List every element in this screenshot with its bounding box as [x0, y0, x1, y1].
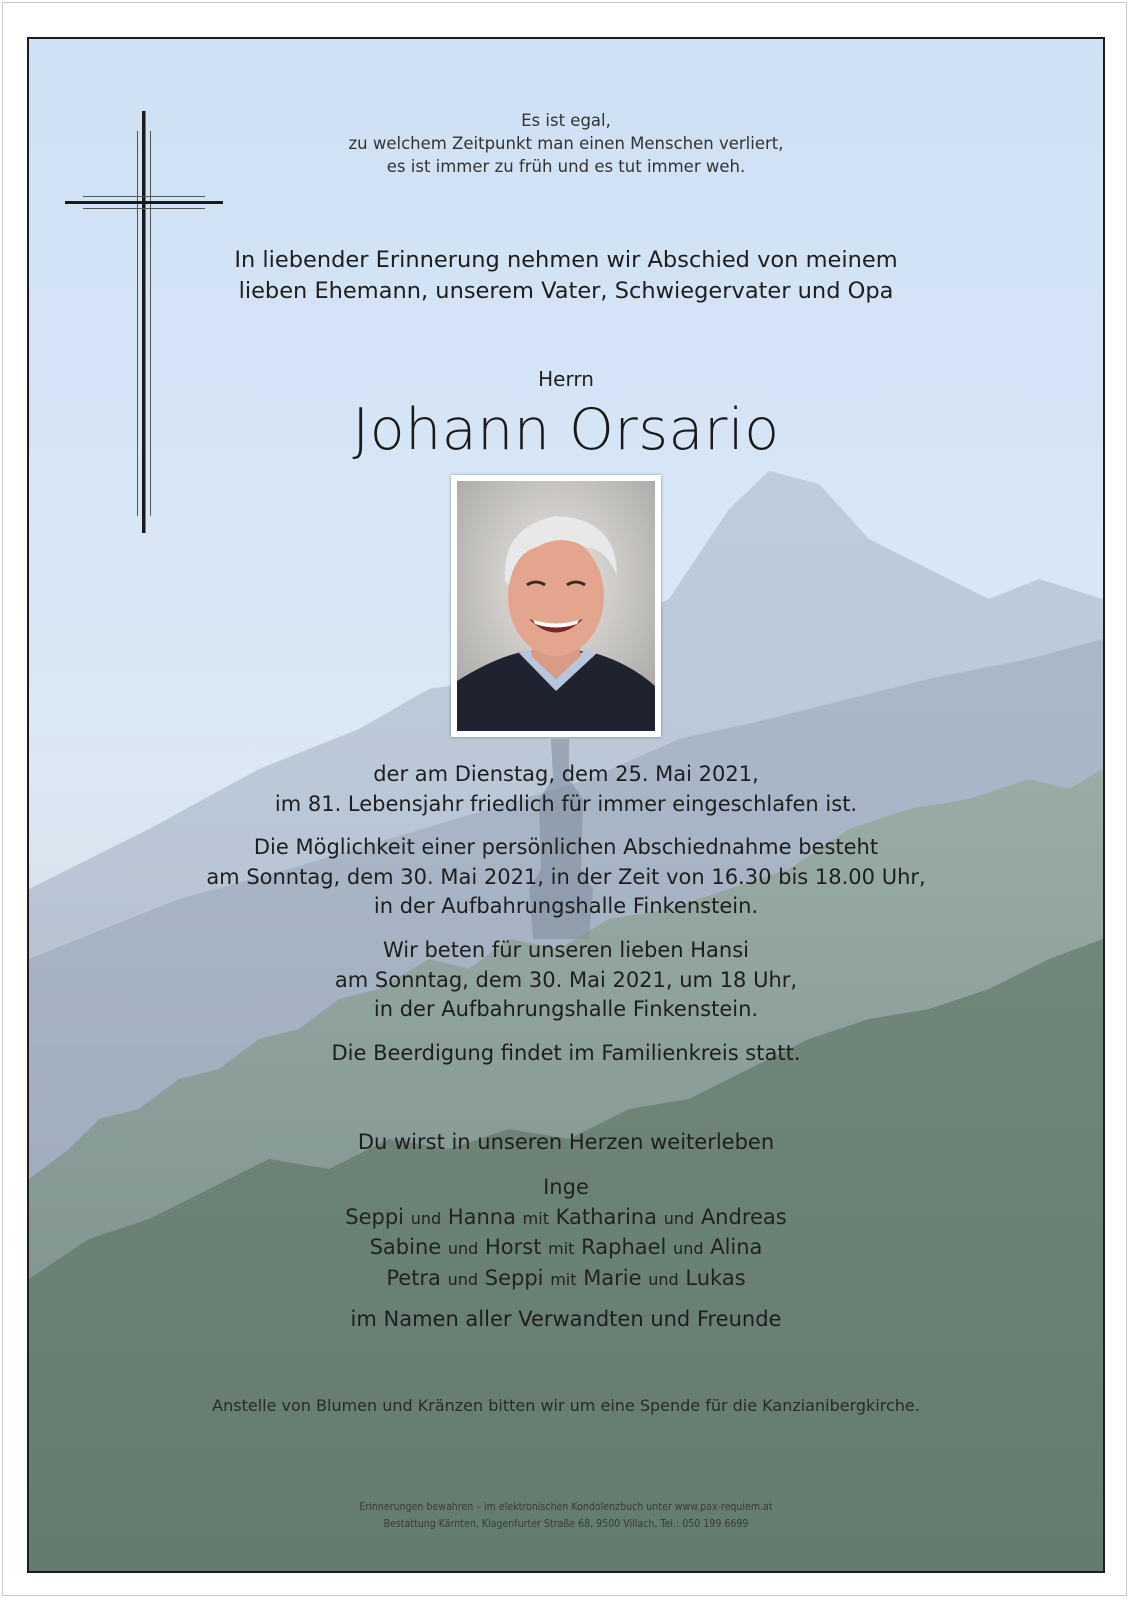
death-line: im 81. Lebensjahr friedlich für immer eingeschlafen ist.	[274, 791, 858, 816]
prayer-line: am Sonntag, dem 30. Mai 2021, um 18 Uhr,	[334, 967, 798, 992]
footer-address: Bestattung Kärnten, Klagenfurter Straße 68, 9500 Villach, Tel.: 050 199 6699	[383, 1517, 749, 1530]
footer-condolence: Erinnerungen bewahren – im elektronischen Kondolenzbuch unter www.pax-requiem.at	[359, 1500, 773, 1513]
quote	[29, 109, 1103, 178]
portrait-image	[457, 481, 655, 731]
deceased-name: Johann Orsario	[352, 397, 780, 463]
farewell-line: in der Aufbahrungshalle Finkenstein.	[373, 894, 759, 918]
family-line: Sabine und Horst mit Raphael und Alina	[369, 1235, 763, 1259]
portrait-photo	[451, 475, 661, 737]
footer	[104, 1498, 1028, 1532]
spouse-name: Inge	[543, 1175, 589, 1199]
quote-line: es ist immer zu früh und es tut immer weh.	[386, 157, 746, 176]
death-line: der am Dienstag, dem 25. Mai 2021,	[373, 762, 759, 786]
intro-line: lieben Ehemann, unserem Vater, Schwiegervater und Opa	[238, 278, 894, 304]
death-notice	[29, 760, 1103, 819]
intro-line: In liebender Erinnerung nehmen wir Abschied von meinem	[234, 247, 898, 273]
family-list	[29, 1173, 1103, 1294]
prayer-notice	[29, 936, 1103, 1025]
prayer-line: Wir beten für unseren lieben Hansi	[383, 938, 749, 962]
farewell-line: Die Möglichkeit einer persönlichen Abschiednahme besteht	[253, 835, 879, 859]
farewell-line: am Sonntag, dem 30. Mai 2021, in der Zeit von 16.30 bis 18.00 Uhr,	[206, 864, 926, 889]
quote-line: Es ist egal,	[521, 111, 611, 130]
burial-notice: Die Beerdigung findet im Familienkreis statt.	[331, 1041, 801, 1065]
salutation: Herrn	[538, 367, 594, 391]
quote-line: zu welchem Zeitpunkt man einen Menschen verliert,	[348, 134, 784, 153]
intro-text	[29, 245, 1103, 307]
farewell-notice	[29, 833, 1103, 922]
prayer-line: in der Aufbahrungshalle Finkenstein.	[373, 997, 759, 1021]
farewell-phrase: Du wirst in unseren Herzen weiterleben	[357, 1130, 775, 1154]
donation-request: Anstelle von Blumen und Kränzen bitten wir um eine Spende für die Kanzianibergkirche.	[212, 1396, 920, 1415]
family-line: Seppi und Hanna mit Katharina und Andreas	[345, 1204, 787, 1229]
family-line: Petra und Seppi mit Marie und Lukas	[386, 1265, 746, 1290]
relatives-line: im Namen aller Verwandten und Freunde	[350, 1307, 782, 1331]
obituary-card	[27, 37, 1105, 1573]
